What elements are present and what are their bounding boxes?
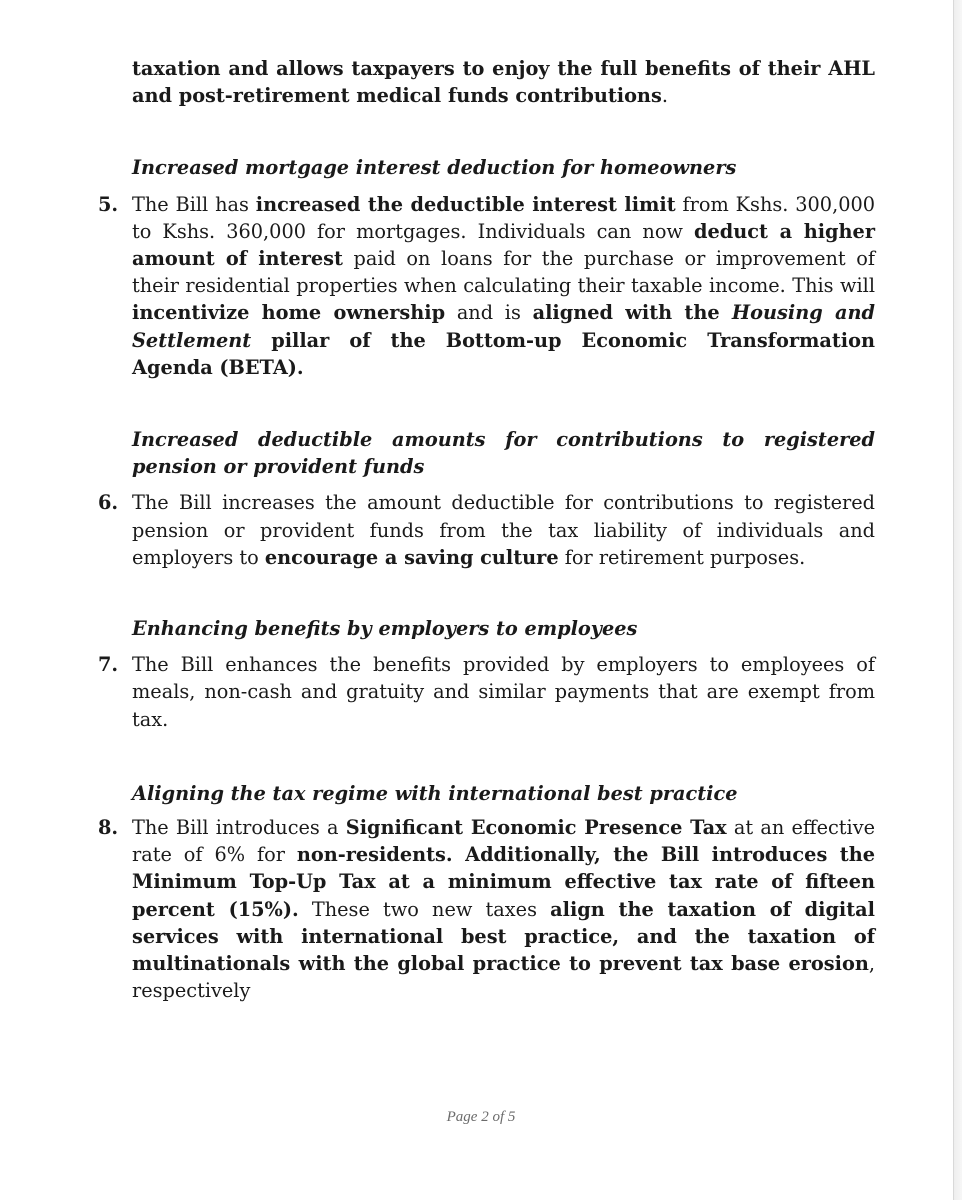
text-segment: These two new taxes bbox=[298, 897, 551, 921]
bold-segment: deduct a higher amount of interest bbox=[132, 219, 875, 271]
item-7-paragraph bbox=[132, 651, 875, 733]
text-segment: from Kshs. 300,000 to Kshs. 360,000 for mortgages. Individuals can now bbox=[132, 192, 875, 243]
item-7 bbox=[98, 651, 875, 733]
item-number: 7. bbox=[98, 653, 119, 677]
item-6 bbox=[98, 489, 875, 571]
bold-segment: aligned with the bbox=[532, 301, 732, 325]
text-segment: The Bill enhances the benefits provided by employers to employees of meals, non-cash and gratuity and similar payments that are exempt from tax. bbox=[132, 653, 875, 731]
page-label: Page bbox=[446, 1109, 482, 1125]
text-segment: The Bill introduces a bbox=[132, 816, 346, 840]
text-segment: The Bill increases the amount deductible for contributions to registered pension or provident funds from the tax liability of individuals and employers to bbox=[132, 491, 875, 569]
bold-segment: Significant Economic Presence Tax bbox=[345, 816, 727, 840]
text-segment: paid on loans for the purchase or improvement of their residential properties when calculating their taxable income. This will bbox=[132, 247, 875, 298]
of-label: of bbox=[488, 1109, 508, 1125]
section-heading-benefits: Enhancing benefits by employers to employees bbox=[132, 617, 638, 641]
item-number: 5. bbox=[98, 192, 119, 216]
section-heading-international: Aligning the tax regime with international best practice bbox=[132, 781, 738, 805]
section-heading-mortgage: Increased mortgage interest deduction for homeowners bbox=[132, 156, 737, 180]
item-8 bbox=[98, 814, 875, 1004]
text-segment: , respectively bbox=[132, 952, 875, 1003]
item-number: 6. bbox=[98, 491, 119, 515]
item-5 bbox=[98, 191, 875, 381]
text-segment: at an effective rate of 6% for bbox=[132, 816, 875, 867]
item-6-paragraph bbox=[132, 489, 875, 571]
item-8-paragraph bbox=[132, 814, 875, 1004]
section-heading-pension: Increased deductible amounts for contributions to registered pension or provident funds bbox=[132, 428, 875, 479]
page-edge-line bbox=[953, 0, 954, 1200]
item-number: 8. bbox=[98, 816, 119, 840]
item-5-paragraph bbox=[132, 191, 875, 381]
bold-segment: non-residents. Additionally, the Bill introduces the Minimum Top-Up Tax at a minimum effective tax rate of fifteen percent (15%). bbox=[132, 843, 875, 921]
text-segment: and is bbox=[445, 301, 533, 325]
bold-segment: incentivize home ownership bbox=[132, 301, 446, 325]
bold-segment: increased the deductible interest limit bbox=[255, 192, 676, 216]
bold-segment: encourage a saving culture bbox=[264, 545, 559, 569]
intro-period: . bbox=[661, 84, 668, 108]
text-segment: The Bill has bbox=[132, 192, 256, 216]
bold-segment: pillar of the Bottom-up Economic Transformation Agenda (BETA). bbox=[132, 328, 875, 379]
text-segment: for retirement purposes. bbox=[558, 545, 806, 569]
document-body bbox=[98, 55, 875, 1004]
total-pages: 5 bbox=[507, 1109, 516, 1125]
bold-segment: align the taxation of digital services with international best practice, and the taxation of multinationals with the global practice to prevent tax base erosion bbox=[132, 897, 875, 976]
page-footer bbox=[0, 1104, 962, 1131]
intro-paragraph bbox=[132, 55, 875, 109]
bold-italic-segment: Housing and Settlement bbox=[132, 301, 875, 352]
page-edge-shadow bbox=[954, 0, 962, 1200]
intro-bold-text: taxation and allows taxpayers to enjoy the full benefits of their AHL and post-retirement medical funds contributions bbox=[132, 57, 875, 108]
current-page-number: 2 bbox=[481, 1109, 489, 1125]
